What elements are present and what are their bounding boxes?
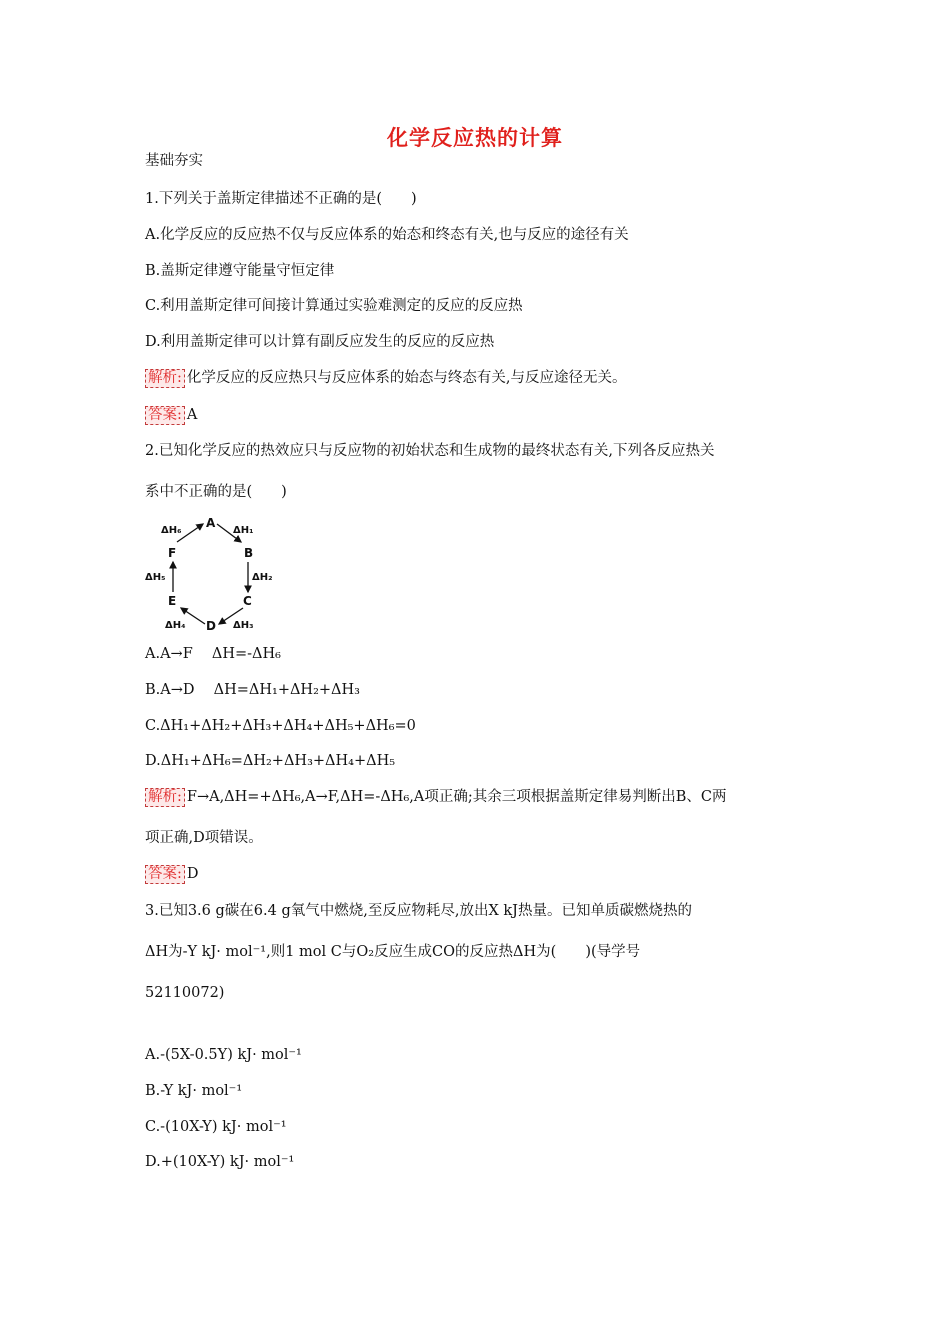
q2-option-d: D.ΔH₁+ΔH₆=ΔH₂+ΔH₃+ΔH₄+ΔH₅ bbox=[145, 753, 396, 769]
node-c: C bbox=[243, 594, 252, 608]
q3-option-d: D.+(10X-Y) kJ· mol⁻¹ bbox=[145, 1154, 295, 1170]
q2-answer-text: D bbox=[186, 866, 199, 882]
q3-option-a: A.-(5X-0.5Y) kJ· mol⁻¹ bbox=[145, 1047, 302, 1063]
q2-option-c: C.ΔH₁+ΔH₂+ΔH₃+ΔH₄+ΔH₅+ΔH₆=0 bbox=[145, 718, 416, 734]
analysis-tag: 解析: bbox=[145, 788, 185, 807]
q2-analysis-text: F→A,ΔH=+ΔH₆,A→F,ΔH=-ΔH₆,A项正确;其余三项根据盖斯定律易判断出B、C两 bbox=[186, 789, 727, 805]
label-dh3: ΔH₃ bbox=[233, 620, 254, 631]
label-dh1: ΔH₁ bbox=[233, 525, 254, 536]
q2-option-b: B.A→D ΔH=ΔH₁+ΔH₂+ΔH₃ bbox=[145, 682, 360, 698]
q1-answer-text: A bbox=[186, 407, 198, 423]
q2-option-a: A.A→F ΔH=-ΔH₆ bbox=[145, 646, 281, 662]
q1-stem: 1.下列关于盖斯定律描述不正确的是( ) bbox=[145, 191, 417, 207]
answer-tag: 答案: bbox=[145, 865, 185, 884]
q3-option-b: B.-Y kJ· mol⁻¹ bbox=[145, 1083, 243, 1099]
q2-stem-line1: 2.已知化学反应的热效应只与反应物的初始状态和生成物的最终状态有关,下列各反应热关 bbox=[145, 443, 715, 459]
q2-analysis-line1 bbox=[145, 787, 726, 807]
q2-answer bbox=[145, 864, 199, 884]
q3-option-c: C.-(10X-Y) kJ· mol⁻¹ bbox=[145, 1119, 287, 1135]
node-a: A bbox=[206, 516, 216, 530]
q2-stem-line2: 系中不正确的是( ) bbox=[145, 484, 287, 500]
answer-tag: 答案: bbox=[145, 406, 185, 425]
label-dh5: ΔH₅ bbox=[145, 572, 166, 583]
q2-analysis-line2: 项正确,D项错误。 bbox=[145, 830, 263, 846]
page-title: 化学反应热的计算 bbox=[387, 126, 563, 150]
q3-stem-line1: 3.已知3.6 g碳在6.4 g氧气中燃烧,至反应物耗尽,放出X kJ热量。已知单质碳燃烧热的 bbox=[145, 903, 692, 919]
hess-cycle-diagram bbox=[145, 512, 285, 637]
q1-option-a: A.化学反应的反应热不仅与反应体系的始态和终态有关,也与反应的途径有关 bbox=[145, 227, 629, 243]
label-dh2: ΔH₂ bbox=[252, 572, 273, 583]
section-heading: 基础夯实 bbox=[145, 153, 203, 169]
q1-option-b: B.盖斯定律遵守能量守恒定律 bbox=[145, 263, 335, 279]
node-b: B bbox=[244, 546, 254, 560]
q1-answer bbox=[145, 405, 197, 425]
q1-analysis bbox=[145, 368, 627, 388]
node-d: D bbox=[206, 619, 216, 633]
analysis-tag: 解析: bbox=[145, 369, 185, 388]
node-f: F bbox=[168, 546, 177, 560]
q1-option-d: D.利用盖斯定律可以计算有副反应发生的反应的反应热 bbox=[145, 334, 495, 350]
node-e: E bbox=[168, 594, 177, 608]
q1-analysis-text: 化学反应的反应热只与反应体系的始态与终态有关,与反应途径无关。 bbox=[186, 370, 627, 386]
label-dh6: ΔH₆ bbox=[161, 525, 182, 536]
q1-option-c: C.利用盖斯定律可间接计算通过实验难测定的反应的反应热 bbox=[145, 298, 523, 314]
label-dh4: ΔH₄ bbox=[165, 620, 186, 631]
q3-stem-line2: ΔH为-Y kJ· mol⁻¹,则1 mol C与O₂反应生成CO的反应热ΔH为( )(导学号 bbox=[145, 944, 641, 960]
q3-stem-line3: 52110072) bbox=[145, 985, 225, 1001]
